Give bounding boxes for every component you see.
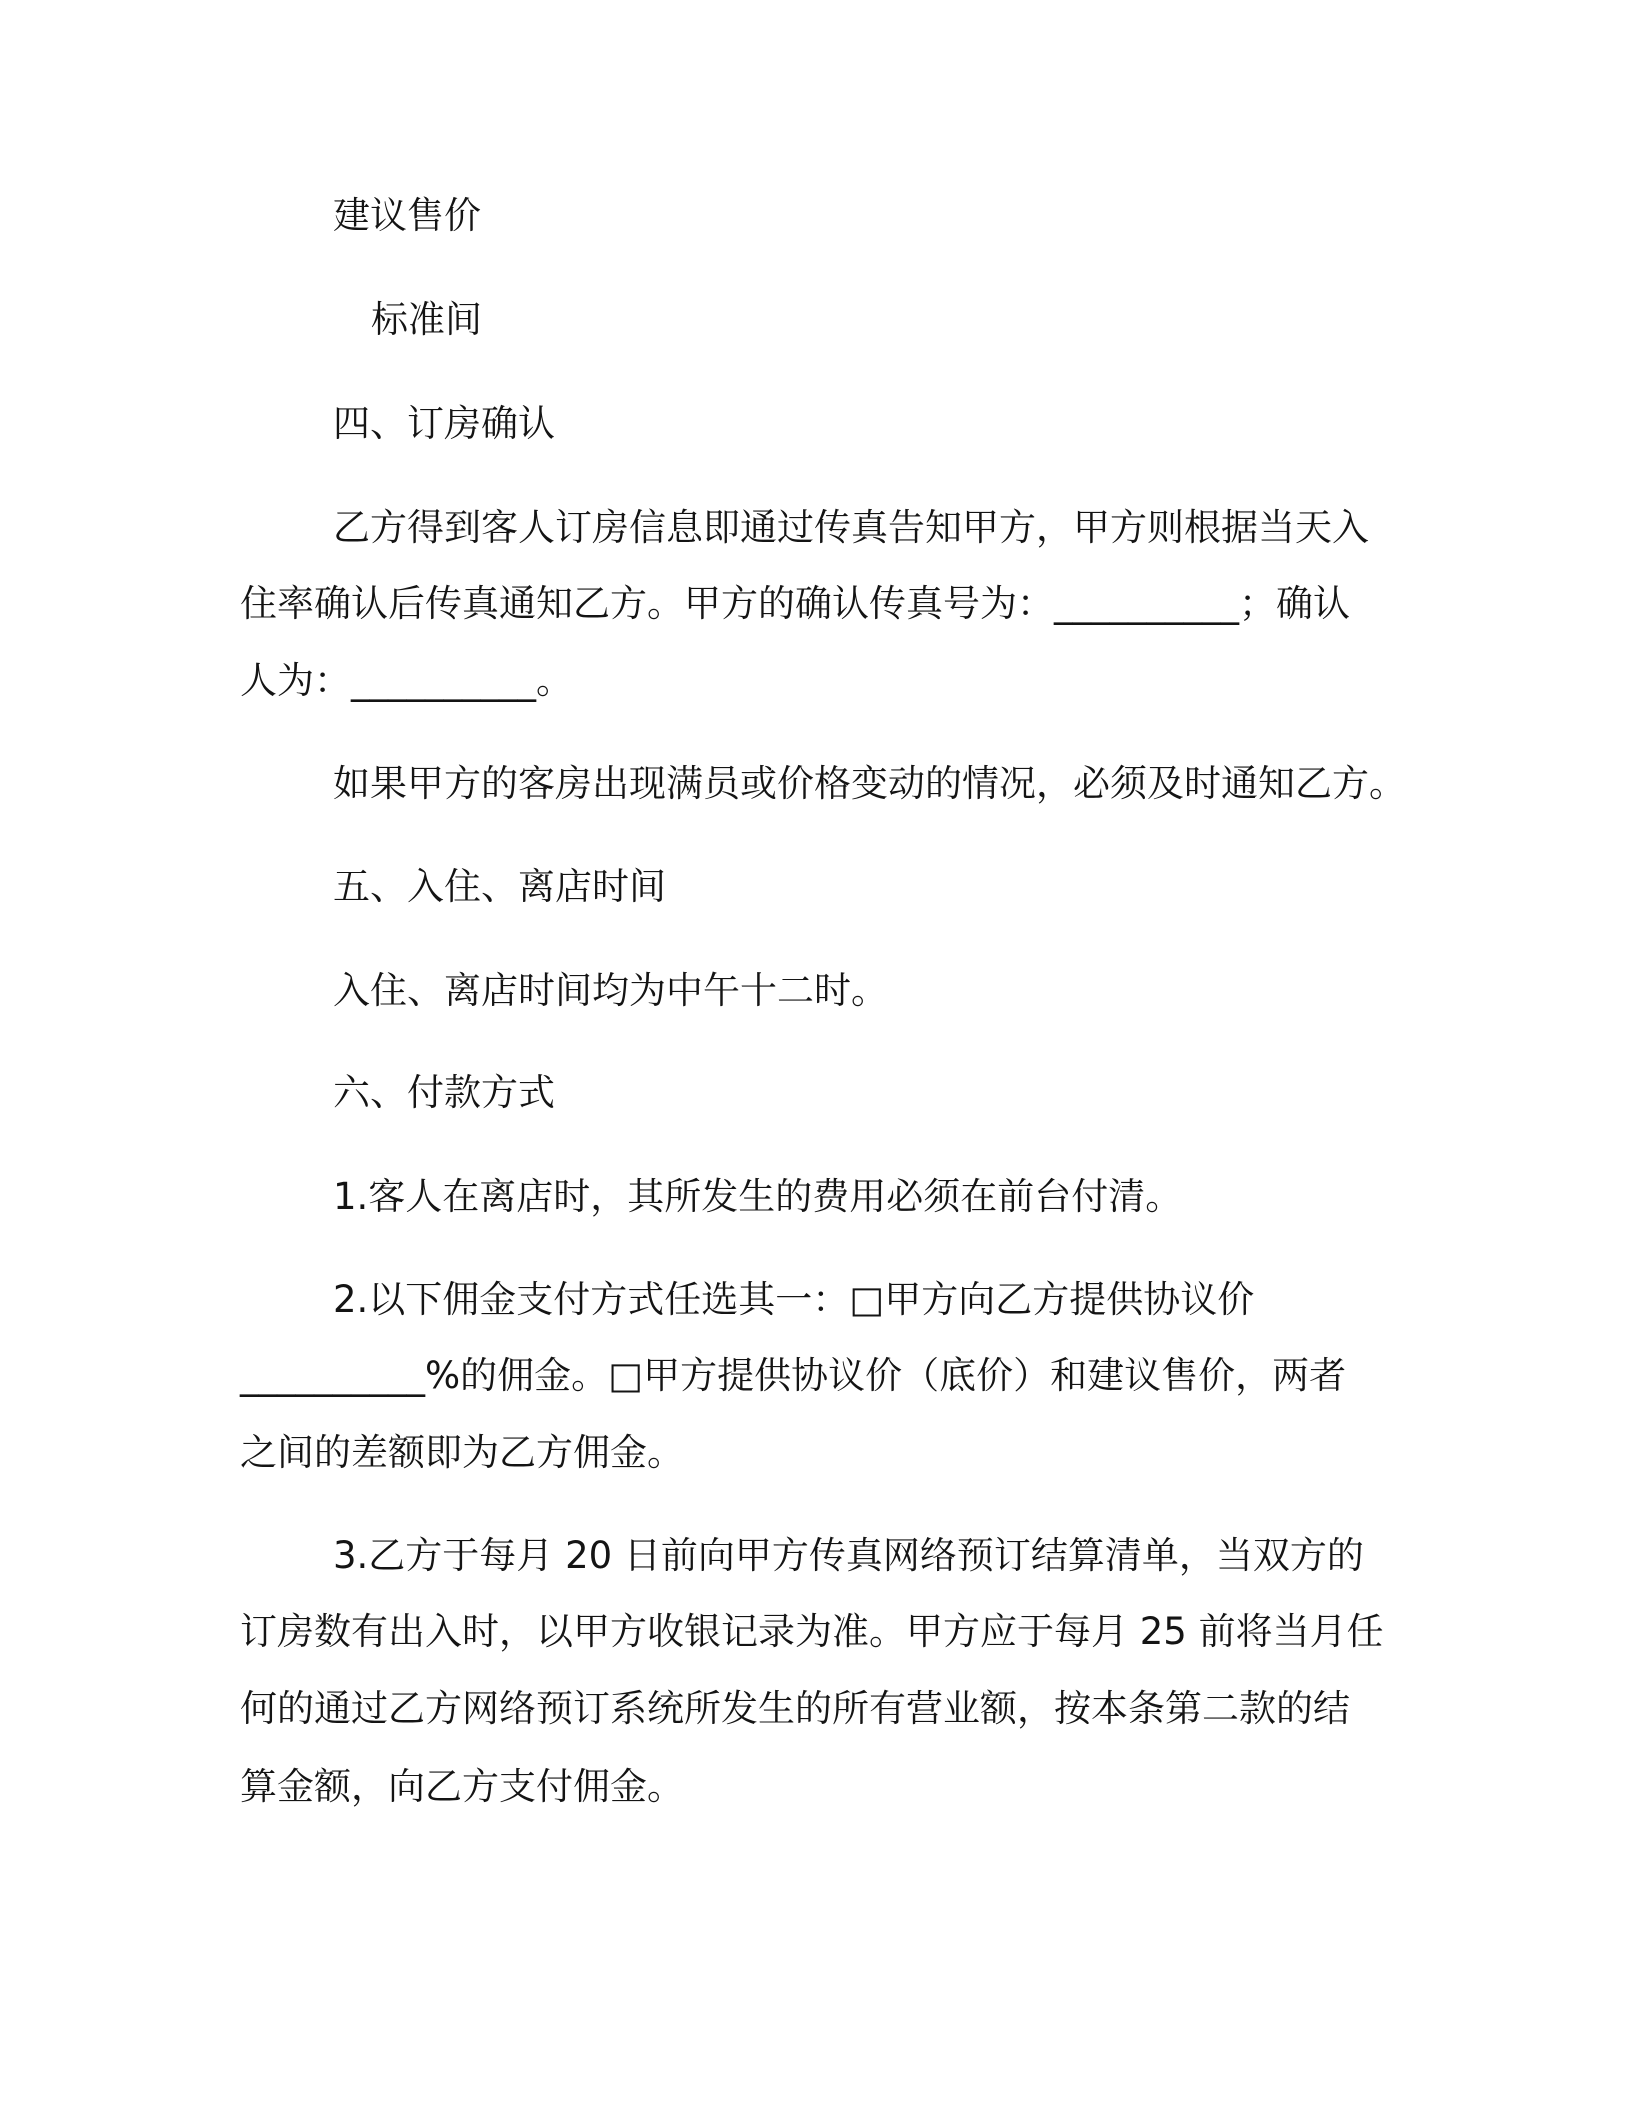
paragraph-line: 如果甲方的客房出现满员或价格变动的情况，必须及时通知乙方。	[333, 762, 1406, 805]
suggested-price-label: 建议售价	[333, 194, 481, 237]
list-item-line: 2.以下佣金支付方式任选其一：□甲方向乙方提供协议价	[333, 1278, 1255, 1321]
room-type-label: 标准间	[371, 298, 482, 341]
section-heading-payment-method: 六、付款方式	[333, 1071, 555, 1114]
section-heading-booking-confirmation: 四、订房确认	[333, 402, 555, 445]
paragraph-line: 乙方得到客人订房信息即通过传真告知甲方，甲方则根据当天入	[333, 506, 1369, 549]
list-item-line: 之间的差额即为乙方佣金。	[240, 1431, 684, 1474]
list-item-line: 算金额，向乙方支付佣金。	[240, 1765, 684, 1808]
paragraph-line: 住率确认后传真通知乙方。甲方的确认传真号为：__________；确认	[240, 582, 1350, 625]
list-item-line: 3.乙方于每月 20 日前向甲方传真网络预订结算清单，当双方的	[333, 1534, 1364, 1577]
list-item-line: 1.客人在离店时，其所发生的费用必须在前台付清。	[333, 1175, 1183, 1218]
list-item-line: 订房数有出入时，以甲方收银记录为准。甲方应于每月 25 前将当月任	[240, 1610, 1384, 1653]
list-item-line: __________%的佣金。□甲方提供协议价（底价）和建议售价，两者	[240, 1354, 1347, 1397]
list-item-line: 何的通过乙方网络预订系统所发生的所有营业额，按本条第二款的结	[240, 1687, 1350, 1730]
paragraph-line: 入住、离店时间均为中午十二时。	[333, 969, 888, 1012]
paragraph-line: 人为：__________。	[240, 659, 573, 702]
section-heading-checkin-checkout: 五、入住、离店时间	[333, 865, 666, 908]
